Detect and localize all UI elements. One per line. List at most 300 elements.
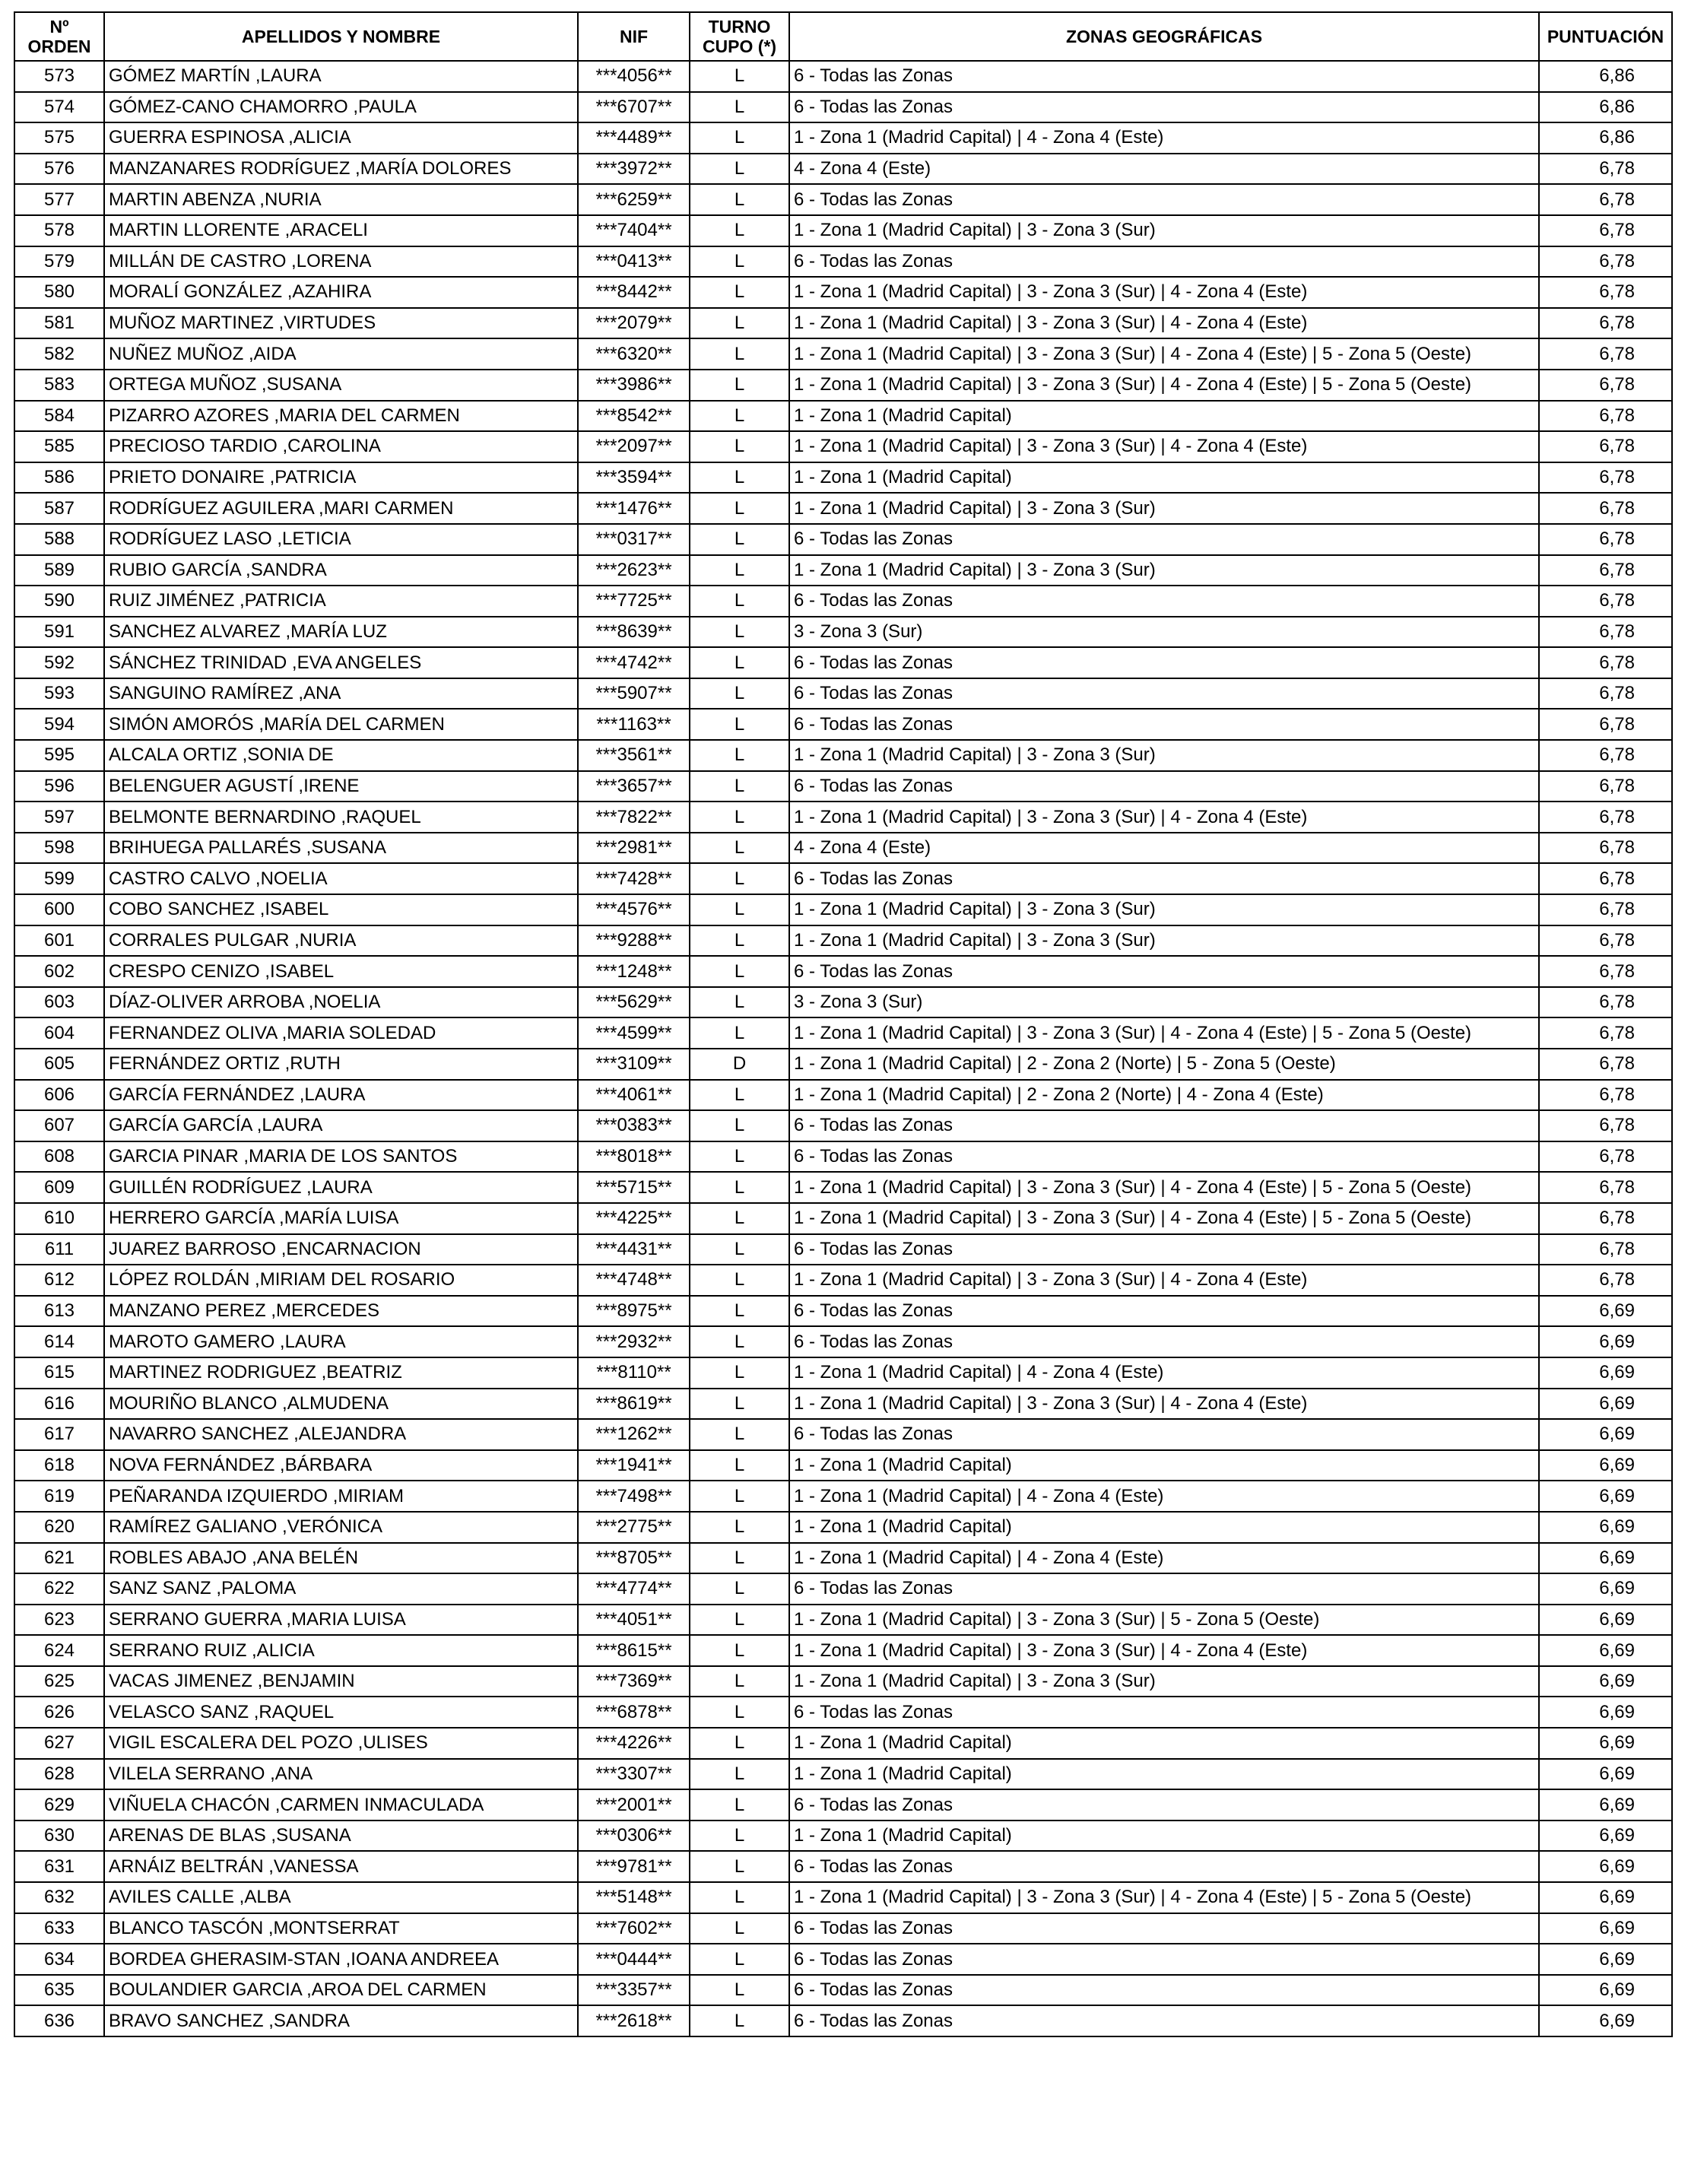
cell-puntuacion: 6,69 (1539, 1851, 1672, 1882)
cell-puntuacion: 6,78 (1539, 740, 1672, 771)
cell-cupo: L (690, 1110, 789, 1141)
cell-nif: ***4226** (578, 1728, 690, 1759)
cell-nombre: SIMÓN AMORÓS ,MARÍA DEL CARMEN (104, 709, 578, 740)
cell-nif: ***4774** (578, 1573, 690, 1605)
cell-orden: 594 (14, 709, 104, 740)
cell-zonas: 1 - Zona 1 (Madrid Capital) | 3 - Zona 3 (Sur) | 4 - Zona 4 (Este) (789, 277, 1539, 308)
cell-cupo: L (690, 1944, 789, 1975)
cell-zonas: 6 - Todas las Zonas (789, 1110, 1539, 1141)
cell-orden: 606 (14, 1080, 104, 1111)
cell-nombre: ARENAS DE BLAS ,SUSANA (104, 1821, 578, 1852)
cell-puntuacion: 6,69 (1539, 1913, 1672, 1944)
table-row (14, 1357, 1672, 1389)
cell-orden: 621 (14, 1543, 104, 1574)
cell-nombre: CORRALES PULGAR ,NURIA (104, 925, 578, 957)
cell-puntuacion: 6,69 (1539, 1789, 1672, 1821)
table-row (14, 894, 1672, 925)
cell-orden: 599 (14, 863, 104, 894)
cell-puntuacion: 6,78 (1539, 987, 1672, 1018)
cell-zonas: 1 - Zona 1 (Madrid Capital) | 3 - Zona 3 (Sur) (789, 555, 1539, 586)
cell-nombre: MARTINEZ RODRIGUEZ ,BEATRIZ (104, 1357, 578, 1389)
cell-zonas: 1 - Zona 1 (Madrid Capital) | 3 - Zona 3 (Sur) | 4 - Zona 4 (Este) (789, 431, 1539, 462)
table-row (14, 833, 1672, 864)
cell-puntuacion: 6,78 (1539, 1141, 1672, 1173)
cell-nombre: MAROTO GAMERO ,LAURA (104, 1326, 578, 1357)
cell-nif: ***2097** (578, 431, 690, 462)
cell-nif: ***3357** (578, 1975, 690, 2006)
cell-nif: ***2775** (578, 1512, 690, 1543)
cell-orden: 592 (14, 647, 104, 678)
cell-nombre: PIZARRO AZORES ,MARIA DEL CARMEN (104, 401, 578, 432)
cell-orden: 613 (14, 1296, 104, 1327)
cell-puntuacion: 6,78 (1539, 370, 1672, 401)
cell-nombre: MUÑOZ MARTINEZ ,VIRTUDES (104, 308, 578, 339)
cell-zonas: 1 - Zona 1 (Madrid Capital) | 3 - Zona 3 (Sur) (789, 925, 1539, 957)
cell-nombre: BLANCO TASCÓN ,MONTSERRAT (104, 1913, 578, 1944)
cell-nombre: SÁNCHEZ TRINIDAD ,EVA ANGELES (104, 647, 578, 678)
table-row (14, 1851, 1672, 1882)
table-row (14, 925, 1672, 957)
cell-zonas: 6 - Todas las Zonas (789, 771, 1539, 802)
cell-orden: 605 (14, 1049, 104, 1080)
cell-orden: 596 (14, 771, 104, 802)
cell-cupo: L (690, 154, 789, 185)
cell-nif: ***3657** (578, 771, 690, 802)
cell-zonas: 6 - Todas las Zonas (789, 184, 1539, 215)
cell-zonas: 1 - Zona 1 (Madrid Capital) | 2 - Zona 2 (Norte) | 5 - Zona 5 (Oeste) (789, 1049, 1539, 1080)
cell-nif: ***4599** (578, 1017, 690, 1049)
header-cupo-line1: TURNO (708, 17, 771, 37)
cell-zonas: 6 - Todas las Zonas (789, 524, 1539, 555)
cell-cupo: L (690, 1573, 789, 1605)
cell-nombre: BRAVO SANCHEZ ,SANDRA (104, 2005, 578, 2036)
cell-nif: ***0317** (578, 524, 690, 555)
cell-zonas: 4 - Zona 4 (Este) (789, 833, 1539, 864)
table-row (14, 709, 1672, 740)
table-row (14, 1419, 1672, 1450)
cell-nombre: ROBLES ABAJO ,ANA BELÉN (104, 1543, 578, 1574)
cell-nif: ***4056** (578, 61, 690, 92)
table-row (14, 462, 1672, 494)
cell-puntuacion: 6,69 (1539, 1450, 1672, 1481)
cell-puntuacion: 6,78 (1539, 154, 1672, 185)
cell-nombre: ARNÁIZ BELTRÁN ,VANESSA (104, 1851, 578, 1882)
cell-nif: ***9288** (578, 925, 690, 957)
cell-puntuacion: 6,78 (1539, 184, 1672, 215)
table-row (14, 555, 1672, 586)
cell-cupo: L (690, 184, 789, 215)
header-cupo-line2: CUPO (*) (702, 37, 777, 56)
cell-orden: 619 (14, 1481, 104, 1512)
cell-nombre: VACAS JIMENEZ ,BENJAMIN (104, 1666, 578, 1697)
cell-zonas: 1 - Zona 1 (Madrid Capital) | 3 - Zona 3 (Sur) | 4 - Zona 4 (Este) | 5 - Zona 5 (Oeste) (789, 1172, 1539, 1203)
table-row (14, 1975, 1672, 2006)
table-row (14, 1728, 1672, 1759)
cell-puntuacion: 6,78 (1539, 771, 1672, 802)
cell-cupo: L (690, 740, 789, 771)
cell-orden: 610 (14, 1203, 104, 1234)
cell-cupo: L (690, 431, 789, 462)
cell-puntuacion: 6,78 (1539, 431, 1672, 462)
cell-cupo: L (690, 61, 789, 92)
cell-puntuacion: 6,78 (1539, 401, 1672, 432)
table-row (14, 1481, 1672, 1512)
cell-nif: ***6878** (578, 1697, 690, 1728)
cell-puntuacion: 6,69 (1539, 1357, 1672, 1389)
cell-nombre: MOURIÑO BLANCO ,ALMUDENA (104, 1389, 578, 1420)
cell-cupo: L (690, 833, 789, 864)
cell-orden: 616 (14, 1389, 104, 1420)
cell-cupo: L (690, 338, 789, 370)
table-row (14, 647, 1672, 678)
cell-nombre: BORDEA GHERASIM-STAN ,IOANA ANDREEA (104, 1944, 578, 1975)
header-nombre: APELLIDOS Y NOMBRE (104, 12, 578, 61)
cell-puntuacion: 6,69 (1539, 1326, 1672, 1357)
cell-puntuacion: 6,69 (1539, 2005, 1672, 2036)
cell-nif: ***7404** (578, 215, 690, 246)
cell-nombre: NOVA FERNÁNDEZ ,BÁRBARA (104, 1450, 578, 1481)
cell-puntuacion: 6,78 (1539, 493, 1672, 524)
cell-nombre: RODRÍGUEZ LASO ,LETICIA (104, 524, 578, 555)
cell-cupo: L (690, 1697, 789, 1728)
cell-cupo: L (690, 1389, 789, 1420)
cell-orden: 620 (14, 1512, 104, 1543)
cell-puntuacion: 6,69 (1539, 1975, 1672, 2006)
cell-puntuacion: 6,69 (1539, 1635, 1672, 1666)
cell-nif: ***1941** (578, 1450, 690, 1481)
cell-zonas: 1 - Zona 1 (Madrid Capital) (789, 1759, 1539, 1790)
cell-cupo: L (690, 524, 789, 555)
table-row (14, 1234, 1672, 1265)
table-row (14, 987, 1672, 1018)
cell-zonas: 6 - Todas las Zonas (789, 956, 1539, 987)
cell-cupo: L (690, 709, 789, 740)
table-row (14, 1450, 1672, 1481)
cell-orden: 615 (14, 1357, 104, 1389)
cell-nif: ***4225** (578, 1203, 690, 1234)
cell-zonas: 1 - Zona 1 (Madrid Capital) (789, 1512, 1539, 1543)
cell-orden: 632 (14, 1882, 104, 1913)
header-zonas: ZONAS GEOGRÁFICAS (789, 12, 1539, 61)
cell-nif: ***3972** (578, 154, 690, 185)
cell-zonas: 6 - Todas las Zonas (789, 1419, 1539, 1450)
table-row (14, 154, 1672, 185)
cell-cupo: L (690, 1913, 789, 1944)
table-row (14, 1172, 1672, 1203)
cell-nombre: NAVARRO SANCHEZ ,ALEJANDRA (104, 1419, 578, 1450)
cell-cupo: L (690, 246, 789, 278)
cell-zonas: 6 - Todas las Zonas (789, 647, 1539, 678)
cell-puntuacion: 6,86 (1539, 92, 1672, 123)
cell-nombre: RODRÍGUEZ AGUILERA ,MARI CARMEN (104, 493, 578, 524)
cell-puntuacion: 6,78 (1539, 1203, 1672, 1234)
cell-nif: ***2001** (578, 1789, 690, 1821)
cell-nombre: ORTEGA MUÑOZ ,SUSANA (104, 370, 578, 401)
cell-zonas: 1 - Zona 1 (Madrid Capital) | 3 - Zona 3 (Sur) | 4 - Zona 4 (Este) | 5 - Zona 5 (Oeste) (789, 1017, 1539, 1049)
cell-puntuacion: 6,78 (1539, 1017, 1672, 1049)
cell-zonas: 6 - Todas las Zonas (789, 586, 1539, 617)
table-row (14, 1389, 1672, 1420)
cell-cupo: L (690, 1080, 789, 1111)
cell-puntuacion: 6,69 (1539, 1481, 1672, 1512)
cell-cupo: L (690, 555, 789, 586)
cell-cupo: L (690, 956, 789, 987)
cell-nif: ***8018** (578, 1141, 690, 1173)
cell-nombre: LÓPEZ ROLDÁN ,MIRIAM DEL ROSARIO (104, 1265, 578, 1296)
cell-puntuacion: 6,78 (1539, 678, 1672, 709)
cell-orden: 573 (14, 61, 104, 92)
cell-zonas: 3 - Zona 3 (Sur) (789, 987, 1539, 1018)
table-row (14, 401, 1672, 432)
cell-zonas: 6 - Todas las Zonas (789, 92, 1539, 123)
cell-cupo: L (690, 1450, 789, 1481)
cell-orden: 584 (14, 401, 104, 432)
table-row (14, 1265, 1672, 1296)
table-row (14, 524, 1672, 555)
table-row (14, 771, 1672, 802)
candidates-table (14, 11, 1673, 2037)
cell-nombre: BRIHUEGA PALLARÉS ,SUSANA (104, 833, 578, 864)
table-row (14, 370, 1672, 401)
cell-nif: ***8110** (578, 1357, 690, 1389)
cell-puntuacion: 6,78 (1539, 462, 1672, 494)
cell-nif: ***4431** (578, 1234, 690, 1265)
cell-cupo: L (690, 1543, 789, 1574)
cell-cupo: L (690, 308, 789, 339)
cell-cupo: L (690, 1141, 789, 1173)
cell-puntuacion: 6,78 (1539, 1049, 1672, 1080)
header-puntuacion: PUNTUACIÓN (1539, 12, 1672, 61)
cell-zonas: 6 - Todas las Zonas (789, 709, 1539, 740)
cell-nif: ***4576** (578, 894, 690, 925)
cell-nombre: HERRERO GARCÍA ,MARÍA LUISA (104, 1203, 578, 1234)
cell-nif: ***8619** (578, 1389, 690, 1420)
cell-orden: 607 (14, 1110, 104, 1141)
cell-orden: 631 (14, 1851, 104, 1882)
cell-zonas: 1 - Zona 1 (Madrid Capital) | 4 - Zona 4 (Este) (789, 122, 1539, 154)
table-row (14, 277, 1672, 308)
cell-cupo: L (690, 925, 789, 957)
cell-nombre: NUÑEZ MUÑOZ ,AIDA (104, 338, 578, 370)
table-row (14, 1605, 1672, 1636)
cell-cupo: L (690, 1512, 789, 1543)
cell-cupo: L (690, 1326, 789, 1357)
cell-orden: 586 (14, 462, 104, 494)
cell-puntuacion: 6,69 (1539, 1296, 1672, 1327)
table-row (14, 184, 1672, 215)
cell-orden: 600 (14, 894, 104, 925)
cell-nombre: CASTRO CALVO ,NOELIA (104, 863, 578, 894)
cell-nombre: PRECIOSO TARDIO ,CAROLINA (104, 431, 578, 462)
header-cupo (690, 12, 789, 61)
cell-zonas: 1 - Zona 1 (Madrid Capital) | 3 - Zona 3 (Sur) | 4 - Zona 4 (Este) | 5 - Zona 5 (Oeste) (789, 1882, 1539, 1913)
cell-zonas: 1 - Zona 1 (Madrid Capital) (789, 401, 1539, 432)
cell-zonas: 1 - Zona 1 (Madrid Capital) | 3 - Zona 3 (Sur) | 4 - Zona 4 (Este) | 5 - Zona 5 (Oeste) (789, 338, 1539, 370)
cell-zonas: 1 - Zona 1 (Madrid Capital) (789, 462, 1539, 494)
cell-nif: ***7725** (578, 586, 690, 617)
cell-nombre: PEÑARANDA IZQUIERDO ,MIRIAM (104, 1481, 578, 1512)
table-row (14, 1666, 1672, 1697)
table-row (14, 246, 1672, 278)
cell-nif: ***2981** (578, 833, 690, 864)
table-row (14, 122, 1672, 154)
cell-puntuacion: 6,78 (1539, 524, 1672, 555)
cell-zonas: 1 - Zona 1 (Madrid Capital) | 3 - Zona 3 (Sur) | 4 - Zona 4 (Este) | 5 - Zona 5 (Oeste) (789, 1203, 1539, 1234)
cell-nombre: BELENGUER AGUSTÍ ,IRENE (104, 771, 578, 802)
cell-nif: ***5715** (578, 1172, 690, 1203)
cell-zonas: 1 - Zona 1 (Madrid Capital) | 3 - Zona 3 (Sur) | 4 - Zona 4 (Este) (789, 1389, 1539, 1420)
header-nif: NIF (578, 12, 690, 61)
cell-puntuacion: 6,69 (1539, 1543, 1672, 1574)
cell-cupo: L (690, 92, 789, 123)
table-row (14, 308, 1672, 339)
cell-nif: ***1262** (578, 1419, 690, 1450)
cell-zonas: 1 - Zona 1 (Madrid Capital) | 3 - Zona 3 (Sur) (789, 215, 1539, 246)
cell-orden: 578 (14, 215, 104, 246)
cell-puntuacion: 6,69 (1539, 1512, 1672, 1543)
cell-puntuacion: 6,69 (1539, 1666, 1672, 1697)
table-row (14, 956, 1672, 987)
cell-orden: 576 (14, 154, 104, 185)
cell-cupo: L (690, 1357, 789, 1389)
cell-nombre: CRESPO CENIZO ,ISABEL (104, 956, 578, 987)
cell-nif: ***3594** (578, 462, 690, 494)
table-row (14, 215, 1672, 246)
cell-cupo: L (690, 215, 789, 246)
cell-zonas: 1 - Zona 1 (Madrid Capital) | 2 - Zona 2 (Norte) | 4 - Zona 4 (Este) (789, 1080, 1539, 1111)
table-row (14, 1789, 1672, 1821)
cell-nif: ***8975** (578, 1296, 690, 1327)
cell-nombre: SANGUINO RAMÍREZ ,ANA (104, 678, 578, 709)
cell-nombre: RAMÍREZ GALIANO ,VERÓNICA (104, 1512, 578, 1543)
cell-zonas: 6 - Todas las Zonas (789, 1913, 1539, 1944)
table-row (14, 802, 1672, 833)
cell-puntuacion: 6,69 (1539, 1389, 1672, 1420)
cell-nombre: FERNÁNDEZ ORTIZ ,RUTH (104, 1049, 578, 1080)
cell-zonas: 6 - Todas las Zonas (789, 1851, 1539, 1882)
cell-orden: 593 (14, 678, 104, 709)
cell-nombre: MARTIN ABENZA ,NURIA (104, 184, 578, 215)
cell-nif: ***3986** (578, 370, 690, 401)
cell-orden: 624 (14, 1635, 104, 1666)
cell-nombre: VILELA SERRANO ,ANA (104, 1759, 578, 1790)
cell-orden: 582 (14, 338, 104, 370)
table-row (14, 92, 1672, 123)
table-row (14, 863, 1672, 894)
table-row (14, 678, 1672, 709)
cell-nombre: MANZANO PEREZ ,MERCEDES (104, 1296, 578, 1327)
cell-orden: 595 (14, 740, 104, 771)
cell-cupo: L (690, 1635, 789, 1666)
cell-zonas: 1 - Zona 1 (Madrid Capital) | 3 - Zona 3 (Sur) (789, 740, 1539, 771)
cell-orden: 623 (14, 1605, 104, 1636)
cell-orden: 589 (14, 555, 104, 586)
cell-zonas: 6 - Todas las Zonas (789, 1697, 1539, 1728)
cell-cupo: L (690, 370, 789, 401)
cell-nombre: MORALÍ GONZÁLEZ ,AZAHIRA (104, 277, 578, 308)
cell-nif: ***5907** (578, 678, 690, 709)
cell-puntuacion: 6,69 (1539, 1419, 1672, 1450)
cell-nombre: DÍAZ-OLIVER ARROBA ,NOELIA (104, 987, 578, 1018)
cell-cupo: L (690, 277, 789, 308)
cell-nombre: MILLÁN DE CASTRO ,LORENA (104, 246, 578, 278)
cell-orden: 603 (14, 987, 104, 1018)
cell-nif: ***8615** (578, 1635, 690, 1666)
cell-zonas: 6 - Todas las Zonas (789, 1296, 1539, 1327)
cell-zonas: 1 - Zona 1 (Madrid Capital) | 3 - Zona 3 (Sur) | 4 - Zona 4 (Este) (789, 1265, 1539, 1296)
table-header-row (14, 12, 1672, 61)
cell-orden: 602 (14, 956, 104, 987)
cell-puntuacion: 6,78 (1539, 709, 1672, 740)
table-row (14, 1512, 1672, 1543)
cell-nif: ***9781** (578, 1851, 690, 1882)
cell-nombre: PRIETO DONAIRE ,PATRICIA (104, 462, 578, 494)
cell-orden: 597 (14, 802, 104, 833)
cell-puntuacion: 6,86 (1539, 122, 1672, 154)
table-row (14, 617, 1672, 648)
cell-cupo: L (690, 1017, 789, 1049)
table-row (14, 740, 1672, 771)
cell-cupo: L (690, 894, 789, 925)
cell-zonas: 1 - Zona 1 (Madrid Capital) (789, 1450, 1539, 1481)
cell-nombre: VIGIL ESCALERA DEL POZO ,ULISES (104, 1728, 578, 1759)
table-row (14, 1759, 1672, 1790)
cell-zonas: 1 - Zona 1 (Madrid Capital) (789, 1728, 1539, 1759)
cell-puntuacion: 6,69 (1539, 1882, 1672, 1913)
cell-nombre: RUBIO GARCÍA ,SANDRA (104, 555, 578, 586)
table-row (14, 1882, 1672, 1913)
cell-nombre: VIÑUELA CHACÓN ,CARMEN INMACULADA (104, 1789, 578, 1821)
cell-nif: ***4748** (578, 1265, 690, 1296)
table-row (14, 431, 1672, 462)
cell-nif: ***5148** (578, 1882, 690, 1913)
cell-puntuacion: 6,78 (1539, 617, 1672, 648)
cell-nif: ***1248** (578, 956, 690, 987)
cell-puntuacion: 6,78 (1539, 586, 1672, 617)
cell-cupo: L (690, 1728, 789, 1759)
table-row (14, 1296, 1672, 1327)
cell-orden: 609 (14, 1172, 104, 1203)
cell-orden: 622 (14, 1573, 104, 1605)
cell-puntuacion: 6,78 (1539, 894, 1672, 925)
cell-orden: 598 (14, 833, 104, 864)
cell-puntuacion: 6,86 (1539, 61, 1672, 92)
cell-puntuacion: 6,69 (1539, 1728, 1672, 1759)
cell-zonas: 1 - Zona 1 (Madrid Capital) | 3 - Zona 3 (Sur) | 4 - Zona 4 (Este) (789, 308, 1539, 339)
cell-orden: 617 (14, 1419, 104, 1450)
cell-orden: 614 (14, 1326, 104, 1357)
cell-zonas: 1 - Zona 1 (Madrid Capital) | 3 - Zona 3 (Sur) | 4 - Zona 4 (Este) (789, 802, 1539, 833)
table-row (14, 2005, 1672, 2036)
cell-zonas: 1 - Zona 1 (Madrid Capital) | 3 - Zona 3 (Sur) (789, 493, 1539, 524)
cell-nif: ***1476** (578, 493, 690, 524)
cell-orden: 627 (14, 1728, 104, 1759)
table-row (14, 338, 1672, 370)
cell-puntuacion: 6,78 (1539, 555, 1672, 586)
cell-puntuacion: 6,78 (1539, 863, 1672, 894)
cell-nif: ***4051** (578, 1605, 690, 1636)
cell-nif: ***6259** (578, 184, 690, 215)
cell-orden: 581 (14, 308, 104, 339)
cell-nif: ***7369** (578, 1666, 690, 1697)
table-row (14, 1944, 1672, 1975)
cell-puntuacion: 6,78 (1539, 1172, 1672, 1203)
cell-orden: 636 (14, 2005, 104, 2036)
cell-zonas: 4 - Zona 4 (Este) (789, 154, 1539, 185)
cell-nif: ***3561** (578, 740, 690, 771)
cell-cupo: L (690, 863, 789, 894)
cell-cupo: L (690, 586, 789, 617)
